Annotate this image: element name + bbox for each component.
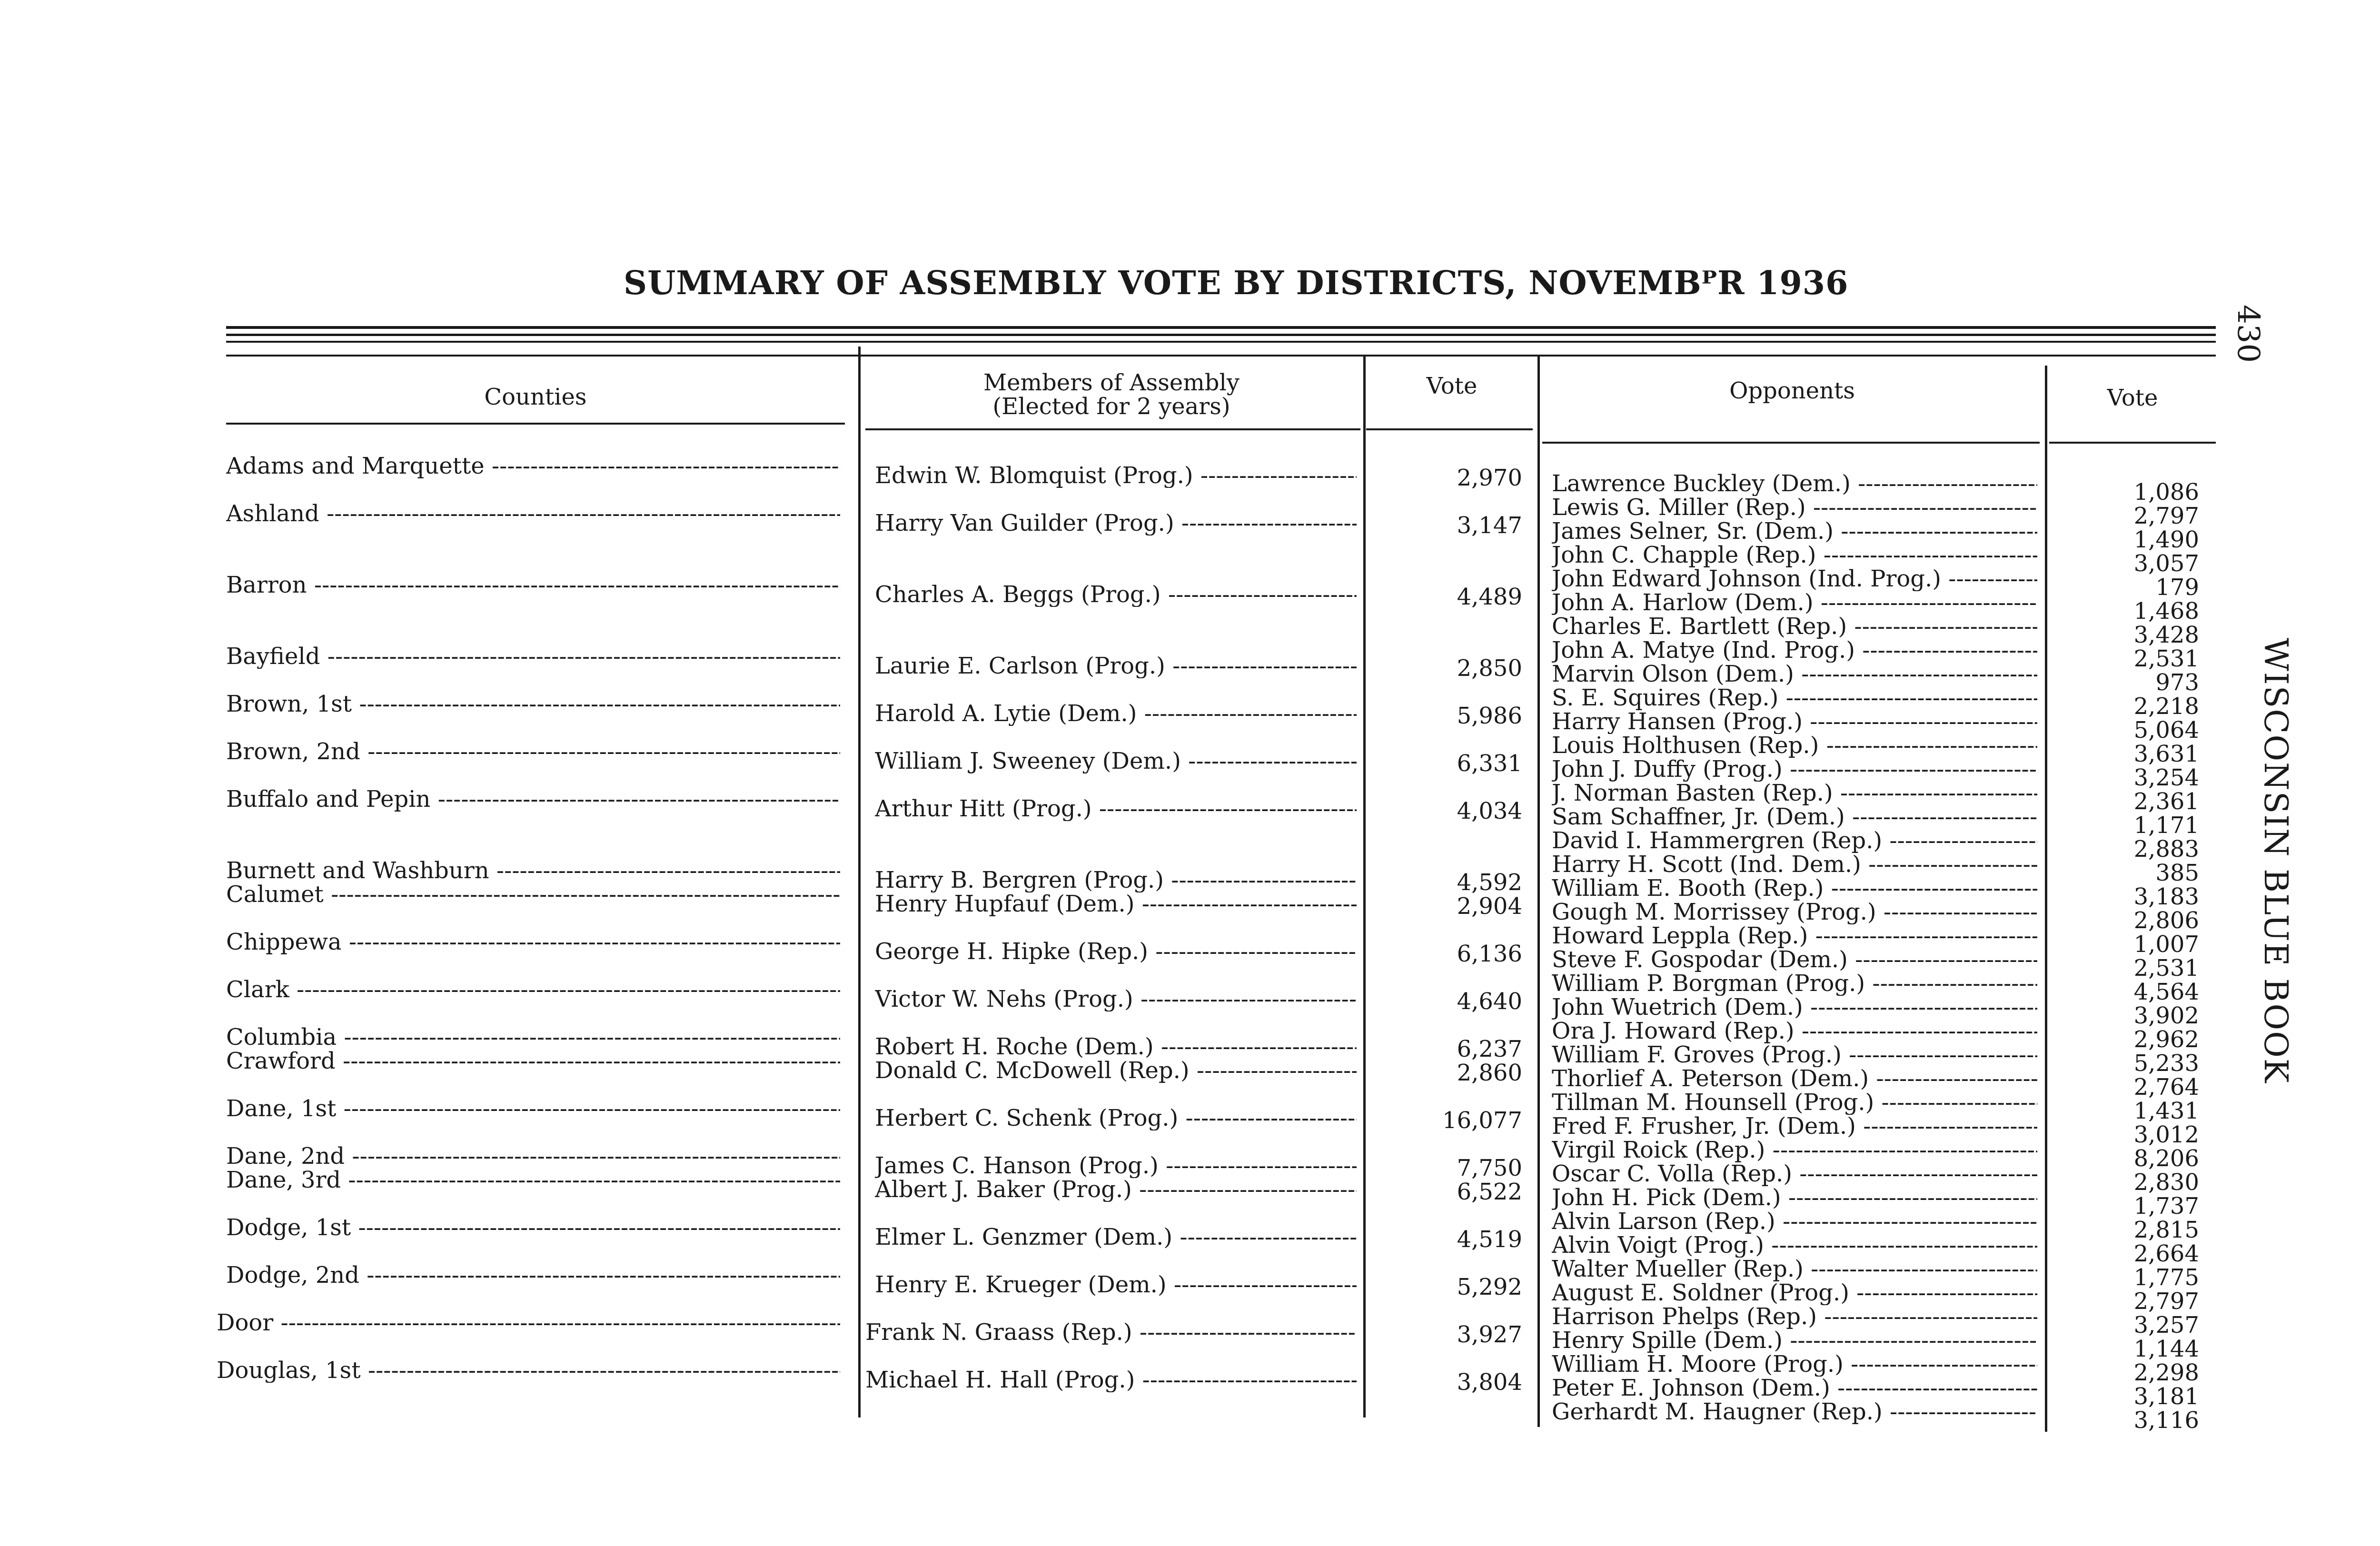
member-vote: 4,034 bbox=[1457, 798, 1522, 824]
member-vote: 2,970 bbox=[1457, 465, 1522, 491]
opponent-vote: 2,764 bbox=[2133, 1074, 2199, 1100]
assembly-member: Harold A. Lytie (Dem.) ----- bbox=[875, 701, 1357, 726]
assembly-member: Harry Van Guilder (Prog.) ----- bbox=[875, 511, 1357, 535]
member-vote: 4,489 bbox=[1457, 584, 1522, 610]
member-vote: 16,077 bbox=[1442, 1107, 1522, 1134]
member-vote: 2,850 bbox=[1457, 655, 1522, 682]
top-rule bbox=[226, 334, 2216, 336]
member-vote: 4,640 bbox=[1457, 988, 1522, 1015]
opponent-vote: 3,257 bbox=[2133, 1312, 2199, 1338]
page-number: 430 bbox=[2231, 305, 2266, 363]
opponent-vote: 3,012 bbox=[2133, 1121, 2199, 1148]
opponent-name: Peter E. Johnson (Dem.) ----- bbox=[1552, 1376, 2037, 1400]
county-name: Douglas, 1st ----- bbox=[217, 1358, 840, 1383]
opponent-vote: 2,664 bbox=[2133, 1240, 2199, 1267]
opponent-name: S. E. Squires (Rep.) ----- bbox=[1552, 685, 2037, 710]
member-vote: 4,592 bbox=[1457, 869, 1522, 896]
member-vote: 6,331 bbox=[1457, 750, 1522, 777]
opponent-vote: 5,064 bbox=[2133, 717, 2199, 743]
county-name: Crawford ----- bbox=[226, 1049, 840, 1073]
opponent-vote: 1,468 bbox=[2133, 598, 2199, 624]
header-underline bbox=[226, 423, 845, 425]
opponent-name: John J. Duffy (Prog.) ----- bbox=[1552, 757, 2037, 782]
assembly-member: James C. Hanson (Prog.) ----- bbox=[875, 1153, 1357, 1178]
opponent-name: James Selner, Sr. (Dem.) ----- bbox=[1552, 519, 2037, 544]
opponent-name: Lewis G. Miller (Rep.) ----- bbox=[1552, 495, 2037, 520]
opponent-name: John Edward Johnson (Ind. Prog.) ----- bbox=[1552, 566, 2037, 591]
opponent-name: Walter Mueller (Rep.) ----- bbox=[1552, 1257, 2037, 1281]
county-name: Chippewa ----- bbox=[226, 930, 840, 954]
opponent-name: William E. Booth (Rep.) ----- bbox=[1552, 876, 2037, 901]
member-vote: 7,750 bbox=[1457, 1155, 1522, 1181]
assembly-member: Edwin W. Blomquist (Prog.) ----- bbox=[875, 463, 1357, 488]
opponent-vote: 973 bbox=[2155, 669, 2199, 696]
top-rule bbox=[226, 341, 2216, 343]
assembly-member: William J. Sweeney (Dem.) ----- bbox=[875, 749, 1357, 773]
opponent-vote: 3,631 bbox=[2133, 741, 2199, 767]
header-underline bbox=[2049, 442, 2216, 444]
county-name: Clark ----- bbox=[226, 977, 840, 1002]
county-name: Dane, 3rd ----- bbox=[226, 1168, 840, 1192]
member-vote: 6,136 bbox=[1457, 941, 1522, 967]
opponent-vote: 179 bbox=[2155, 574, 2199, 601]
header-vote: Vote bbox=[1426, 373, 1478, 399]
assembly-member: Laurie E. Carlson (Prog.) ----- bbox=[875, 654, 1357, 678]
member-vote: 4,519 bbox=[1457, 1226, 1522, 1253]
opponent-vote: 3,116 bbox=[2133, 1407, 2199, 1434]
opponent-vote: 2,797 bbox=[2133, 1288, 2199, 1315]
member-vote: 3,804 bbox=[1457, 1369, 1522, 1396]
opponent-vote: 2,962 bbox=[2133, 1026, 2199, 1053]
assembly-member: Arthur Hitt (Prog.) ----- bbox=[875, 796, 1357, 821]
county-name: Door ----- bbox=[217, 1310, 840, 1335]
opponent-vote: 3,254 bbox=[2133, 764, 2199, 791]
opponent-name: Thorlief A. Peterson (Dem.) ----- bbox=[1552, 1066, 2037, 1091]
county-name: Columbia ----- bbox=[226, 1025, 840, 1050]
opponent-name: Gough M. Morrissey (Prog.) ----- bbox=[1552, 900, 2037, 924]
header-members-sub: (Elected for 2 years) bbox=[992, 393, 1230, 420]
opponent-name: August E. Soldner (Prog.) ----- bbox=[1552, 1280, 2037, 1305]
opponent-vote: 1,086 bbox=[2133, 479, 2199, 505]
assembly-member: Robert H. Roche (Dem.) ----- bbox=[875, 1034, 1357, 1059]
opponent-vote: 2,806 bbox=[2133, 907, 2199, 934]
county-name: Ashland ----- bbox=[226, 501, 840, 526]
opponent-name: Alvin Voigt (Prog.) ----- bbox=[1552, 1233, 2037, 1258]
assembly-member: Elmer L. Genzmer (Dem.) ----- bbox=[875, 1225, 1357, 1249]
opponent-name: Fred F. Frusher, Jr. (Dem.) ----- bbox=[1552, 1114, 2037, 1139]
opponent-vote: 4,564 bbox=[2133, 979, 2199, 1005]
opponent-name: John A. Matye (Ind. Prog.) ----- bbox=[1552, 638, 2037, 663]
member-vote: 5,986 bbox=[1457, 703, 1522, 729]
county-name: Brown, 1st ----- bbox=[226, 692, 840, 716]
opponent-vote: 2,218 bbox=[2133, 693, 2199, 720]
opponent-vote: 3,057 bbox=[2133, 550, 2199, 577]
opponent-name: Henry Spille (Dem.) ----- bbox=[1552, 1328, 2037, 1353]
opponent-vote: 5,233 bbox=[2133, 1050, 2199, 1077]
opponent-name: John Wuetrich (Dem.) ----- bbox=[1552, 995, 2037, 1020]
opponent-vote: 3,183 bbox=[2133, 883, 2199, 910]
opponent-vote: 1,171 bbox=[2133, 812, 2199, 839]
county-name: Calumet ----- bbox=[226, 882, 840, 907]
opponent-vote: 2,830 bbox=[2133, 1169, 2199, 1196]
opponent-name: Harrison Phelps (Rep.) ----- bbox=[1552, 1304, 2037, 1329]
county-name: Barron ----- bbox=[226, 573, 840, 597]
opponent-vote: 2,361 bbox=[2133, 788, 2199, 815]
member-vote: 2,904 bbox=[1457, 893, 1522, 920]
opponent-vote: 1,737 bbox=[2133, 1193, 2199, 1219]
assembly-member: Albert J. Baker (Prog.) ----- bbox=[875, 1177, 1357, 1202]
assembly-member: Henry E. Krueger (Dem.) ----- bbox=[875, 1272, 1357, 1297]
opponent-name: William F. Groves (Prog.) ----- bbox=[1552, 1042, 2037, 1067]
opponent-vote: 3,181 bbox=[2133, 1383, 2199, 1410]
member-vote: 6,237 bbox=[1457, 1036, 1522, 1062]
opponent-name: Tillman M. Hounsell (Prog.) ----- bbox=[1552, 1090, 2037, 1115]
opponent-name: Steve F. Gospodar (Dem.) ----- bbox=[1552, 947, 2037, 972]
assembly-member: Harry B. Bergren (Prog.) ----- bbox=[875, 868, 1357, 892]
column-divider bbox=[1363, 356, 1366, 1417]
assembly-member: Frank N. Graass (Rep.) ----- bbox=[865, 1320, 1357, 1345]
opponent-name: Alvin Larson (Rep.) ----- bbox=[1552, 1209, 2037, 1234]
header-opponent-vote: Vote bbox=[2107, 385, 2158, 411]
county-name: Buffalo and Pepin ----- bbox=[226, 787, 840, 812]
assembly-member: Michael H. Hall (Prog.) ----- bbox=[865, 1368, 1357, 1392]
member-vote: 6,522 bbox=[1457, 1179, 1522, 1205]
header-opponents: Opponents bbox=[1729, 377, 1855, 404]
county-name: Burnett and Washburn ----- bbox=[226, 858, 840, 883]
opponent-name: John A. Harlow (Dem.) ----- bbox=[1552, 590, 2037, 615]
county-name: Dane, 2nd ----- bbox=[226, 1144, 840, 1169]
top-rule bbox=[226, 355, 2216, 357]
opponent-name: Oscar C. Volla (Rep.) ----- bbox=[1552, 1161, 2037, 1186]
assembly-member: Herbert C. Schenk (Prog.) ----- bbox=[875, 1106, 1357, 1130]
opponent-name: John H. Pick (Dem.) ----- bbox=[1552, 1185, 2037, 1210]
county-name: Dodge, 2nd ----- bbox=[226, 1263, 840, 1288]
opponent-name: Harry Hansen (Prog.) ----- bbox=[1552, 709, 2037, 734]
opponent-name: Gerhardt M. Haugner (Rep.) ----- bbox=[1552, 1399, 2037, 1424]
page-title: SUMMARY OF ASSEMBLY VOTE BY DISTRICTS, NOVEMBᴾR 1936 bbox=[624, 264, 1849, 302]
assembly-member: Henry Hupfauf (Dem.) ----- bbox=[875, 892, 1357, 916]
opponent-name: Charles E. Bartlett (Rep.) ----- bbox=[1552, 614, 2037, 639]
opponent-vote: 2,531 bbox=[2133, 955, 2199, 981]
header-underline bbox=[1366, 428, 1533, 430]
member-vote: 3,927 bbox=[1457, 1321, 1522, 1348]
county-name: Dane, 1st ----- bbox=[226, 1096, 840, 1121]
opponent-vote: 1,144 bbox=[2133, 1336, 2199, 1362]
opponent-vote: 385 bbox=[2155, 860, 2199, 886]
header-members: Members of Assembly bbox=[983, 369, 1240, 396]
opponent-name: Lawrence Buckley (Dem.) ----- bbox=[1552, 471, 2037, 496]
top-rule bbox=[226, 326, 2216, 329]
opponent-vote: 2,298 bbox=[2133, 1359, 2199, 1386]
opponent-name: Louis Holthusen (Rep.) ----- bbox=[1552, 733, 2037, 758]
opponent-vote: 3,428 bbox=[2133, 622, 2199, 648]
header-underline bbox=[1542, 442, 2040, 444]
assembly-member: Donald C. McDowell (Rep.) ----- bbox=[875, 1058, 1357, 1083]
opponent-name: Sam Schaffner, Jr. (Dem.) ----- bbox=[1552, 804, 2037, 829]
column-divider bbox=[858, 347, 861, 1417]
opponent-name: John C. Chapple (Rep.) ----- bbox=[1552, 543, 2037, 567]
opponent-vote: 8,206 bbox=[2133, 1145, 2199, 1172]
opponent-name: Harry H. Scott (Ind. Dem.) ----- bbox=[1552, 852, 2037, 877]
opponent-vote: 3,902 bbox=[2133, 1002, 2199, 1029]
opponent-vote: 2,531 bbox=[2133, 645, 2199, 672]
opponent-vote: 1,775 bbox=[2133, 1264, 2199, 1291]
opponent-vote: 1,431 bbox=[2133, 1098, 2199, 1124]
county-name: Bayfield ----- bbox=[226, 644, 840, 669]
opponent-vote: 1,007 bbox=[2133, 931, 2199, 958]
county-name: Adams and Marquette ----- bbox=[226, 454, 840, 478]
assembly-member: Victor W. Nehs (Prog.) ----- bbox=[875, 987, 1357, 1011]
opponent-name: William P. Borgman (Prog.) ----- bbox=[1552, 971, 2037, 996]
member-vote: 5,292 bbox=[1457, 1274, 1522, 1300]
opponent-vote: 1,490 bbox=[2133, 526, 2199, 553]
opponent-name: David I. Hammergren (Rep.) ----- bbox=[1552, 828, 2037, 853]
opponent-vote: 2,883 bbox=[2133, 836, 2199, 862]
assembly-member: Charles A. Beggs (Prog.) ----- bbox=[875, 582, 1357, 607]
opponent-name: Ora J. Howard (Rep.) ----- bbox=[1552, 1019, 2037, 1043]
column-divider bbox=[1537, 356, 1540, 1427]
opponent-name: Virgil Roick (Rep.) ----- bbox=[1552, 1138, 2037, 1162]
book-title: WISCONSIN BLUE BOOK bbox=[2257, 638, 2294, 1084]
member-vote: 3,147 bbox=[1457, 512, 1522, 539]
county-name: Dodge, 1st ----- bbox=[226, 1215, 840, 1240]
county-name: Brown, 2nd ----- bbox=[226, 739, 840, 764]
member-vote: 2,860 bbox=[1457, 1060, 1522, 1086]
opponent-name: J. Norman Basten (Rep.) ----- bbox=[1552, 781, 2037, 805]
header-counties: Counties bbox=[484, 384, 587, 410]
opponent-name: William H. Moore (Prog.) ----- bbox=[1552, 1352, 2037, 1377]
assembly-member: George H. Hipke (Rep.) ----- bbox=[875, 939, 1357, 964]
opponent-name: Howard Leppla (Rep.) ----- bbox=[1552, 923, 2037, 948]
opponent-name: Marvin Olson (Dem.) ----- bbox=[1552, 662, 2037, 686]
opponent-vote: 2,797 bbox=[2133, 503, 2199, 529]
header-underline bbox=[865, 428, 1360, 430]
opponent-vote: 2,815 bbox=[2133, 1217, 2199, 1243]
